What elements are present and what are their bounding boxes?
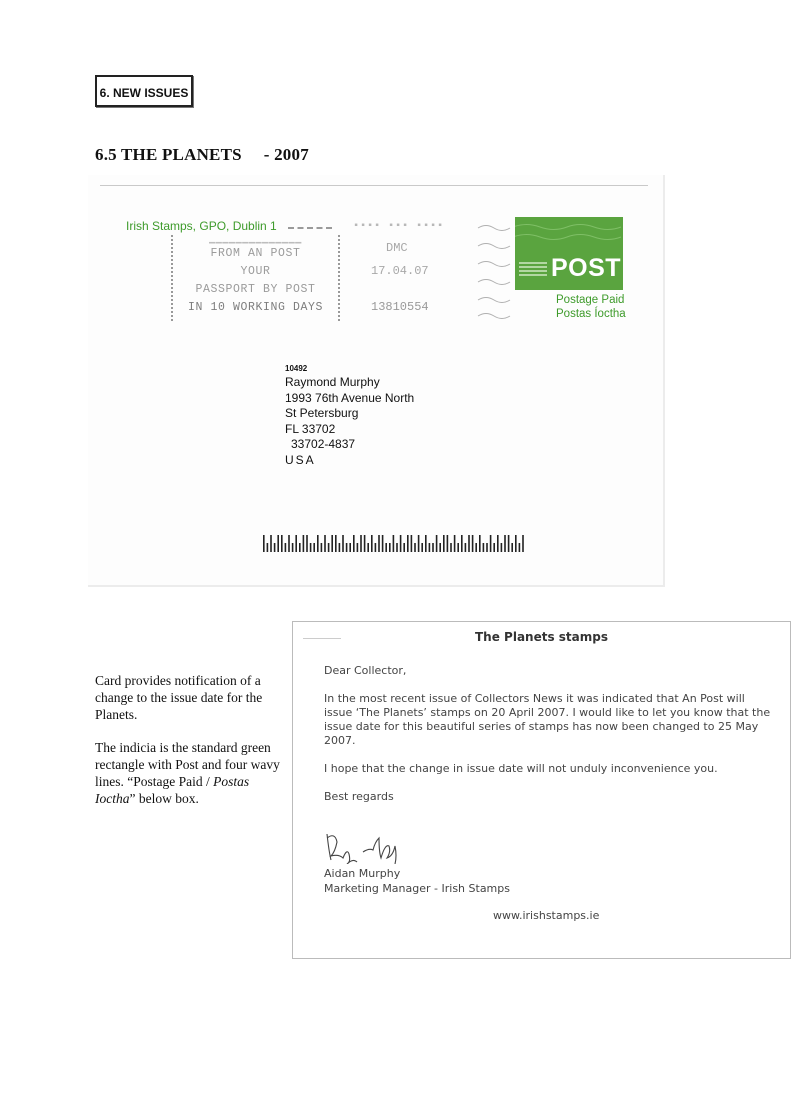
barcode-bar (267, 543, 269, 552)
website-link[interactable]: www.irishstamps.ie (493, 909, 600, 922)
barcode-bar (292, 543, 294, 552)
note-paragraph-2-italic: Postas Ioctha (95, 774, 250, 806)
barcode-bar (263, 535, 265, 552)
postal-barcode (263, 533, 533, 553)
barcode-bar (285, 543, 287, 552)
handwritten-signature (323, 828, 403, 864)
note-paragraph-2-start: The indicia is the standard green rectangle with Post and four wavy lines. “Postage Paid / (95, 740, 280, 789)
barcode-bar (425, 535, 427, 552)
barcode-bar (342, 535, 344, 552)
barcode-bar (385, 543, 387, 552)
barcode-bar (288, 535, 290, 552)
postmark-dmc: DMC (386, 241, 408, 255)
postage-paid-en: Postage Paid (556, 294, 625, 306)
recipient-address (285, 363, 414, 469)
slogan-line: FROM AN POST (210, 247, 301, 260)
barcode-bar (299, 543, 301, 552)
barcode-bar (375, 543, 377, 552)
sender-address: Irish Stamps, GPO, Dublin 1 (126, 219, 277, 233)
barcode-bar (346, 543, 348, 552)
barcode-bar (515, 535, 517, 552)
barcode-bar (270, 535, 272, 552)
barcode-bar (281, 535, 283, 552)
postmark-date: 17.04.07 (371, 264, 429, 278)
signer-name: Aidan Murphy (324, 867, 401, 880)
barcode-bar (475, 543, 477, 552)
letter-closing: Best regards (324, 790, 394, 803)
barcode-bar (429, 543, 431, 552)
note-paragraph-2 (95, 739, 285, 807)
barcode-bar (364, 535, 366, 552)
barcode-bar (353, 535, 355, 552)
barcode-bar (511, 543, 513, 552)
barcode-bar (414, 543, 416, 552)
barcode-bar (508, 535, 510, 552)
barcode-bar (479, 535, 481, 552)
heading-number: 6.5 (95, 145, 117, 164)
barcode-bar (317, 535, 319, 552)
barcode-bar (421, 543, 423, 552)
address-line: 1993 76th Avenue North (285, 390, 415, 405)
note-paragraph-2-end: ” below box. (129, 791, 199, 806)
barcode-bar (328, 543, 330, 552)
barcode-bar (436, 535, 438, 552)
postage-indicia (515, 217, 623, 290)
barcode-bar (439, 543, 441, 552)
barcode-bar (411, 535, 413, 552)
barcode-bar (321, 543, 323, 552)
letter-body (324, 664, 772, 804)
barcode-bar (519, 543, 521, 552)
section-label: 6. NEW ISSUES (99, 86, 189, 100)
address-zip4: 33702-4837 (291, 437, 356, 452)
barcode-bar (378, 535, 380, 552)
barcode-bar (335, 535, 337, 552)
postmark-dash-line (288, 227, 332, 229)
barcode-bar (454, 535, 456, 552)
heading-title: THE PLANETS (121, 145, 242, 164)
barcode-bar (357, 543, 359, 552)
barcode-bar (450, 543, 452, 552)
letter-title: The Planets stamps (474, 630, 608, 644)
barcode-bar (393, 535, 395, 552)
barcode-bar (331, 535, 333, 552)
letter-paragraph-1: In the most recent issue of Collectors News it was indicated that An Post will issue ‘The Planets’ stamps on 20 April 2007. I would like to let you know that the issue date for this beautiful series of stamps has now been changed to 25 May 2007. (324, 692, 771, 747)
barcode-bar (400, 535, 402, 552)
postage-paid-caption (556, 293, 626, 321)
barcode-bar (504, 535, 506, 552)
barcode-bar (465, 543, 467, 552)
slogan-postmark (171, 235, 340, 321)
barcode-bar (324, 535, 326, 552)
barcode-bar (501, 543, 503, 552)
barcode-bar (432, 543, 434, 552)
barcode-bar (522, 535, 524, 552)
cancellation-wavy-lines (476, 220, 516, 320)
notification-letter (292, 621, 791, 959)
slogan-line: YOUR (240, 265, 271, 278)
slogan-line: IN 10 WORKING DAYS (187, 301, 324, 314)
barcode-bar (461, 535, 463, 552)
heading-year: - 2007 (263, 145, 309, 164)
section-label-box (95, 75, 193, 107)
barcode-bar (472, 535, 474, 552)
signer-title: Marketing Manager - Irish Stamps (324, 882, 510, 895)
barcode-bar (418, 535, 420, 552)
barcode-bar (447, 535, 449, 552)
slogan-line: PASSPORT BY POST (195, 283, 316, 296)
envelope-card (88, 175, 665, 587)
letter-paragraph-2: I hope that the change in issue date will not unduly inconvenience you. (324, 762, 718, 775)
barcode-bar (468, 535, 470, 552)
barcode-bar (349, 543, 351, 552)
barcode-bar (313, 543, 315, 552)
envelope-edge-line (100, 185, 648, 186)
barcode-bar (367, 543, 369, 552)
barcode-bar (457, 543, 459, 552)
barcode-bar (486, 543, 488, 552)
barcode-bar (497, 535, 499, 552)
barcode-bar (490, 535, 492, 552)
barcode-bar (295, 535, 297, 552)
barcode-bar (493, 543, 495, 552)
letter-signer (324, 866, 510, 896)
indicia-post-word: POST (551, 254, 622, 282)
address-line: FL 33702 (285, 421, 336, 436)
barcode-bar (303, 535, 305, 552)
barcode-bar (443, 535, 445, 552)
barcode-bar (274, 543, 276, 552)
address-code: 10492 (285, 364, 308, 373)
barcode-bar (306, 535, 308, 552)
letter-greeting: Dear Collector, (324, 664, 407, 677)
barcode-bar (389, 543, 391, 552)
postage-paid-ga: Postas Íoctha (556, 308, 626, 320)
barcode-bar (277, 535, 279, 552)
page-heading (95, 145, 309, 165)
barcode-bar (382, 535, 384, 552)
side-notes (95, 672, 285, 823)
address-country: USA (285, 452, 316, 467)
slogan-top-fragment: ▁▁▁▁▁▁▁▁▁▁▁▁▁▁ (209, 234, 302, 245)
barcode-bar (483, 543, 485, 552)
barcode-bar (371, 535, 373, 552)
barcode-bar (396, 543, 398, 552)
barcode-bar (360, 535, 362, 552)
address-line: St Petersburg (285, 406, 359, 421)
note-paragraph-1: Card provides notification of a change to the issue date for the Planets. (95, 673, 263, 722)
barcode-bar (407, 535, 409, 552)
barcode-bar (403, 543, 405, 552)
barcode-bar (339, 543, 341, 552)
barcode-bar (310, 543, 312, 552)
postmark-town-fragment: ▪▪▪▪ ▪▪▪ ▪▪▪▪ (353, 221, 445, 232)
postmark-number: 13810554 (371, 300, 429, 314)
address-line: Raymond Murphy (285, 375, 380, 389)
